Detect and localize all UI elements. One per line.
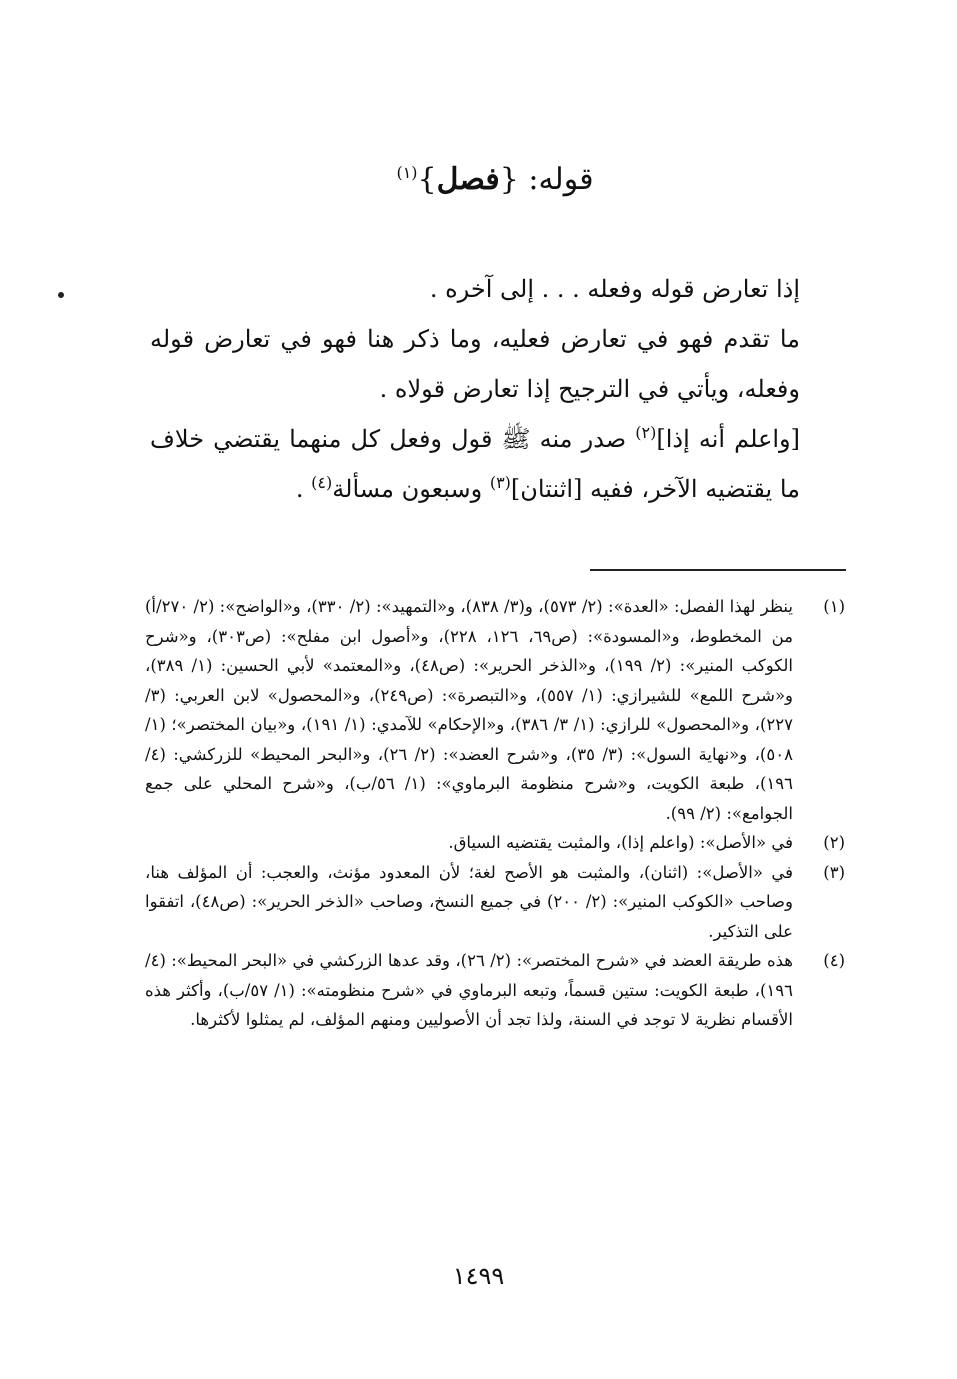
footnote-4	[145, 946, 845, 1035]
body-text	[150, 264, 840, 514]
footnote-ref-4: (٤)	[311, 473, 333, 492]
heading-word: فصل	[436, 162, 500, 197]
footnote-text: هذه طريقة العضد في «شرح المختصر»: (٢/ ٢٦)، وقد عدها الزركشي في «البحر المحيط»: (٤/ ١٩٦)، طبعة الكويت: ستين قسماً، وتبعه البرماوي في «شرح منظومته»: (١/ ٥٧/ب)، وأكثر هذه الأقسام نظرية لا توجد في السنة، ولذا تجد أن الأصوليين ومنهم المؤلف، لم يمثلوا لأكثرها.	[145, 951, 793, 1029]
para3-part3: وسبعون مسألة	[332, 475, 490, 503]
margin-dot	[58, 292, 64, 298]
footnote-1	[145, 592, 845, 828]
section-heading	[150, 158, 840, 202]
footnote-number: (٣)	[823, 862, 845, 882]
para3-part1: [واعلم أنه إذا]	[656, 425, 801, 453]
heading-open-brace: {	[499, 162, 519, 197]
body-line-1: إذا تعارض قوله وفعله . . . إلى آخره .	[429, 275, 800, 303]
heading-close-brace: }	[417, 162, 437, 197]
footnote-ref-3: (٣)	[489, 473, 511, 492]
footnote-2	[145, 828, 845, 858]
heading-prefix: قوله:	[528, 162, 594, 197]
footnotes	[145, 592, 845, 1035]
body-paragraph-2: ما تقدم فهو في تعارض فعليه، وما ذكر هنا فهو في تعارض قوله وفعله، ويأتي في الترجيح إذا تعارض قولاه .	[150, 325, 800, 403]
footnote-number: (١)	[823, 597, 845, 616]
footnote-number: (٤)	[823, 951, 845, 970]
para3-part2: صدر منه ﷺ قول وفعل كل منهما يقتضي خلاف ما يقتضيه الآخر، ففيه [اثنتان]	[150, 425, 800, 503]
footnote-text: في «الأصل»: (اثنان)، والمثبت هو الأصح لغة؛ لأن المعدود مؤنث، والعجب: أن المؤلف هنا، وصاحب «الكوكب المنير»: (٢/ ٢٠٠) في جميع النسخ، وصاحب «الذخر الحرير»: (ص٤٨)، اتفقوا على التذكير.	[145, 862, 793, 941]
body-paragraph-3	[150, 414, 840, 514]
footnote-text: ينظر لهذا الفصل: «العدة»: (٢/ ٥٧٣)، و(٣/ ٨٣٨)، و«التمهيد»: (٢/ ٣٣٠)، و«الواضح»: (٢/ ٢٧٠/أ) من المخطوط، و«المسودة»: (ص٦٩، ١٢٦، ٢٢٨)، و«أصول ابن مفلح»: (ص٣٠٣)، و«شرح الكوكب المنير»: (٢/ ١٩٩)، و«الذخر الحرير»: (ص٤٨)، و«المعتمد» لأبي الحسين: (١/ ٣٨٩)، و«شرح اللمع» للشيرازي: (١/ ٥٥٧)، و«التبصرة»: (ص٢٤٩)، و«المحصول» لابن العربي: (٣/ ٢٢٧)، و«المحصول» للرازي: (١/ ٣/ ٣٨٦)، و«الإحكام» للآمدي: (١/ ١٩١)، و«بيان المختصر»؛ (١/ ٥٠٨)، و«نهاية السول»: (٣/ ٣٥)، و«شرح العضد»: (٢/ ٢٦)، و«البحر المحيط» للزركشي: (٤/ ١٩٦)، طبعة الكويت، و«شرح منظومة البرماوي»: (١/ ٥٦/ب)، و«شرح المحلي على جمع الجوامع»: (٢/ ٩٩).	[145, 597, 794, 823]
heading-footnote-ref: (١)	[396, 163, 418, 182]
footnote-ref-2: (٢)	[635, 423, 657, 442]
page-number: ١٤٩٩	[452, 1262, 505, 1290]
footnote-text: في «الأصل»: (واعلم إذا)، والمثبت يقتضيه السياق.	[448, 833, 793, 852]
footnote-separator	[590, 569, 846, 571]
footnote-3	[145, 858, 845, 947]
footnote-number: (٢)	[823, 833, 845, 852]
para3-part4: .	[295, 475, 312, 503]
